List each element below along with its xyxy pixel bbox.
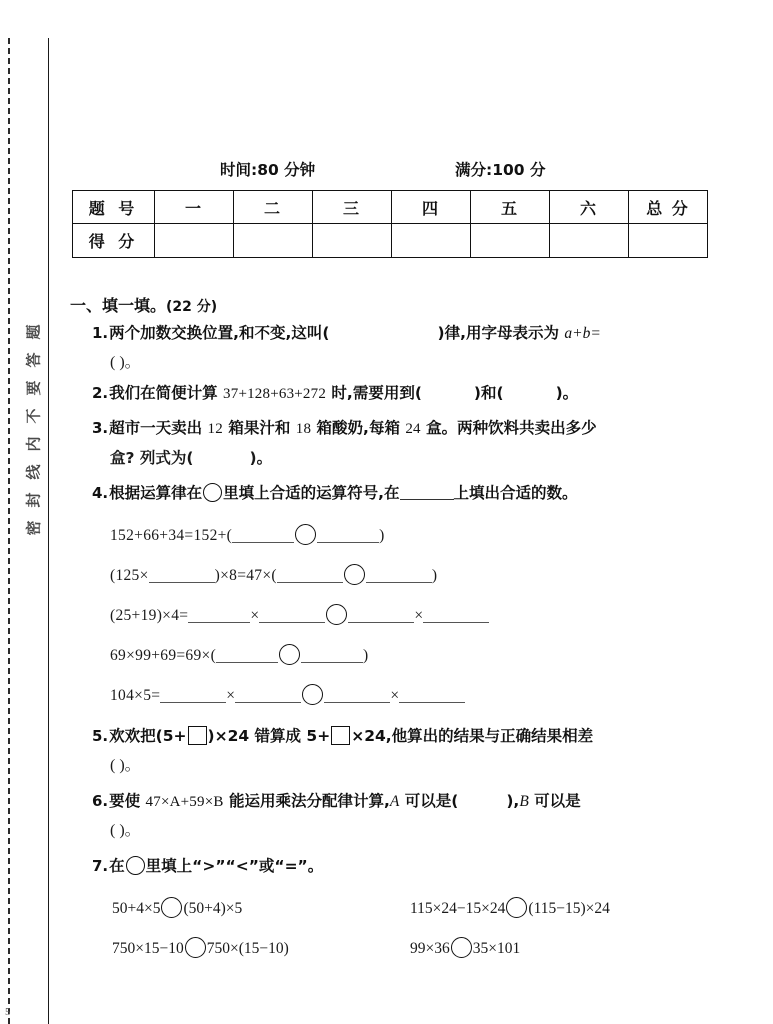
question-1-text-a: 两个加数交换位置,和不变,这叫(	[109, 324, 330, 342]
question-1-formula: a+b=	[564, 325, 601, 342]
question-4-equation-3	[110, 601, 489, 631]
equation-5-blank-2[interactable]	[235, 686, 301, 703]
square-box-icon[interactable]	[331, 726, 350, 745]
question-3-number-3: 24	[405, 421, 421, 437]
circle-icon[interactable]	[161, 897, 182, 918]
equation-5-op-2: ×	[390, 687, 400, 704]
question-3-line2-text-b: )。	[249, 449, 273, 467]
question-4-number: 4.	[92, 484, 109, 502]
question-4-prompt-blank	[400, 484, 454, 500]
question-3-number-1: 12	[207, 421, 223, 437]
circle-icon[interactable]	[326, 604, 347, 625]
question-4-equation-1	[110, 521, 385, 551]
question-4-equation-2	[110, 561, 437, 591]
comparison-3-left: 750×15−10	[112, 940, 184, 957]
question-5	[92, 721, 593, 752]
question-5-text-a: 欢欢把(5+	[109, 727, 187, 745]
circle-icon[interactable]	[506, 897, 527, 918]
circle-icon[interactable]	[279, 644, 300, 665]
equation-3-blank-3[interactable]	[348, 606, 414, 623]
equation-1-blank-2[interactable]	[317, 526, 379, 543]
equation-4-left: 69×99+69=69×(	[110, 647, 217, 664]
equation-3-blank-2[interactable]	[259, 606, 325, 623]
equation-2-blank-3[interactable]	[366, 566, 432, 583]
question-7-comparison-1	[112, 894, 242, 924]
comparison-1-right: (50+4)×5	[183, 900, 243, 917]
question-4	[92, 478, 578, 509]
score-cell-total[interactable]	[629, 224, 708, 258]
equation-5-blank-1[interactable]	[160, 686, 226, 703]
score-cell-4[interactable]	[392, 224, 471, 258]
question-5-number: 5.	[92, 727, 109, 745]
question-6	[92, 786, 581, 817]
equation-4-right: )	[363, 647, 369, 664]
section-heading-1	[70, 293, 217, 316]
question-2-expression: 37+128+63+272	[223, 386, 327, 402]
score-table-col-3: 三	[313, 191, 392, 224]
question-7-comparison-2	[410, 894, 610, 924]
equation-4-blank-2[interactable]	[301, 646, 363, 663]
question-1-text-b: )律,用字母表示为	[437, 324, 565, 342]
question-6-text-e: 可以是	[528, 792, 581, 810]
exam-time-limit: 时间:80 分钟	[220, 161, 316, 179]
question-3	[92, 413, 597, 444]
question-7-prompt-b: 里填上“>”“<”或“=”。	[145, 857, 324, 875]
exam-total-points: 满分:100 分	[455, 161, 546, 179]
seal-dashed-divider	[8, 38, 10, 1024]
question-2	[92, 378, 578, 409]
score-table-col-5: 五	[471, 191, 550, 224]
score-table	[72, 190, 708, 258]
score-cell-2[interactable]	[234, 224, 313, 258]
question-1-line2[interactable]: ( )。	[110, 354, 141, 371]
question-4-equation-4	[110, 641, 369, 671]
question-5-line2[interactable]: ( )。	[110, 757, 141, 774]
question-4-equation-5	[110, 681, 465, 711]
question-3-line2-text-a: 盒? 列式为(	[110, 449, 194, 467]
score-cell-1[interactable]	[155, 224, 234, 258]
question-7-comparison-3	[112, 934, 289, 964]
question-7	[92, 851, 323, 882]
score-table-col-total: 总 分	[629, 191, 708, 224]
equation-2-right: )	[431, 567, 438, 584]
equation-3-left: (25+19)×4=	[110, 607, 189, 624]
comparison-2-left: 115×24−15×24	[410, 900, 506, 917]
circle-icon[interactable]	[451, 937, 472, 958]
equation-3-op-1: ×	[250, 607, 260, 624]
score-table-col-2: 二	[234, 191, 313, 224]
comparison-2-right: (115−15)×24	[528, 900, 610, 917]
table-row-score	[73, 224, 708, 258]
equation-1-left: 152+66+34=152+(	[110, 527, 233, 544]
circle-icon[interactable]	[302, 684, 323, 705]
equation-2-blank-2[interactable]	[277, 566, 343, 583]
question-7-prompt-a: 在	[109, 857, 125, 875]
question-5-text-b: )×24 错算成 5+	[207, 727, 331, 745]
question-6-var-b: B	[519, 793, 529, 810]
comparison-4-right: 35×101	[472, 940, 521, 957]
equation-1-blank-1[interactable]	[232, 526, 294, 543]
equation-2-left: (125×	[110, 567, 149, 584]
table-row-header	[73, 191, 708, 224]
question-4-prompt-b: 里填上合适的运算符号,在	[223, 484, 400, 502]
score-table-col-1: 一	[155, 191, 234, 224]
question-1-number: 1.	[92, 324, 109, 342]
question-6-text-d: ),	[506, 792, 520, 810]
question-6-text-b: 能运用乘法分配律计算,	[223, 792, 390, 810]
question-1	[92, 318, 601, 349]
question-5-text-c: ×24,他算出的结果与正确结果相差	[351, 727, 594, 745]
question-7-comparison-4	[410, 934, 520, 964]
question-6-expression: 47×A+59×B	[145, 794, 224, 810]
equation-5-left: 104×5=	[110, 687, 161, 704]
circle-icon[interactable]	[295, 524, 316, 545]
circle-icon[interactable]	[185, 937, 206, 958]
square-box-icon[interactable]	[188, 726, 207, 745]
question-6-number: 6.	[92, 792, 109, 810]
question-3-line2	[110, 443, 272, 474]
section-heading-title: 一、填一填。	[70, 296, 167, 315]
seal-line-vertical-text: 密封线内不要答题	[24, 311, 43, 536]
equation-1-right: )	[379, 527, 385, 544]
question-6-text-c: 可以是(	[399, 792, 459, 810]
comparison-3-right: 750×(15−10)	[206, 940, 289, 957]
score-table-col-6: 六	[550, 191, 629, 224]
exam-meta	[70, 158, 650, 182]
comparison-1-left: 50+4×5	[112, 900, 161, 917]
question-4-prompt-c: 上填出合适的数。	[453, 484, 578, 502]
page-number: 5	[5, 1006, 11, 1018]
score-cell-3[interactable]	[313, 224, 392, 258]
question-6-line2[interactable]: ( )。	[110, 822, 141, 839]
equation-3-blank-1[interactable]	[188, 606, 250, 623]
exam-paper-content	[70, 0, 718, 1024]
question-3-text-a: 超市一天卖出	[109, 419, 208, 437]
comparison-4-left: 99×36	[410, 940, 450, 957]
equation-4-blank-1[interactable]	[216, 646, 278, 663]
question-4-prompt-a: 根据运算律在	[109, 484, 203, 502]
question-3-number: 3.	[92, 419, 109, 437]
question-2-text-b: 时,需要用到(	[326, 384, 422, 402]
question-3-text-b: 箱果汁和	[222, 419, 296, 437]
question-3-text-d: 盒。两种饮料共卖出多少	[420, 419, 597, 437]
score-table-col-4: 四	[392, 191, 471, 224]
circle-icon	[203, 483, 222, 502]
equation-3-op-2: ×	[414, 607, 424, 624]
equation-2-blank-1[interactable]	[149, 566, 215, 583]
circle-icon	[126, 856, 145, 875]
equation-5-blank-4[interactable]	[399, 686, 465, 703]
seal-solid-divider	[48, 38, 49, 1024]
circle-icon[interactable]	[344, 564, 365, 585]
equation-2-mid: )×8=47×(	[214, 567, 277, 584]
question-2-text-a: 我们在简便计算	[109, 384, 224, 402]
equation-3-blank-4[interactable]	[423, 606, 489, 623]
question-2-number: 2.	[92, 384, 109, 402]
section-heading-points: (22 分)	[166, 299, 218, 315]
equation-5-blank-3[interactable]	[324, 686, 390, 703]
question-2-text-c: )和(	[473, 384, 504, 402]
question-3-number-2: 18	[295, 421, 312, 437]
question-7-number: 7.	[92, 857, 109, 875]
score-table-row-label-score: 得 分	[73, 224, 155, 258]
question-2-text-d: )。	[555, 384, 579, 402]
question-6-var-a: A	[389, 793, 400, 810]
score-cell-6[interactable]	[550, 224, 629, 258]
question-6-text-a: 要使	[109, 792, 146, 810]
score-table-row-label-question: 题 号	[73, 191, 155, 224]
score-cell-5[interactable]	[471, 224, 550, 258]
equation-5-op-1: ×	[226, 687, 236, 704]
question-3-text-c: 箱酸奶,每箱	[311, 419, 406, 437]
